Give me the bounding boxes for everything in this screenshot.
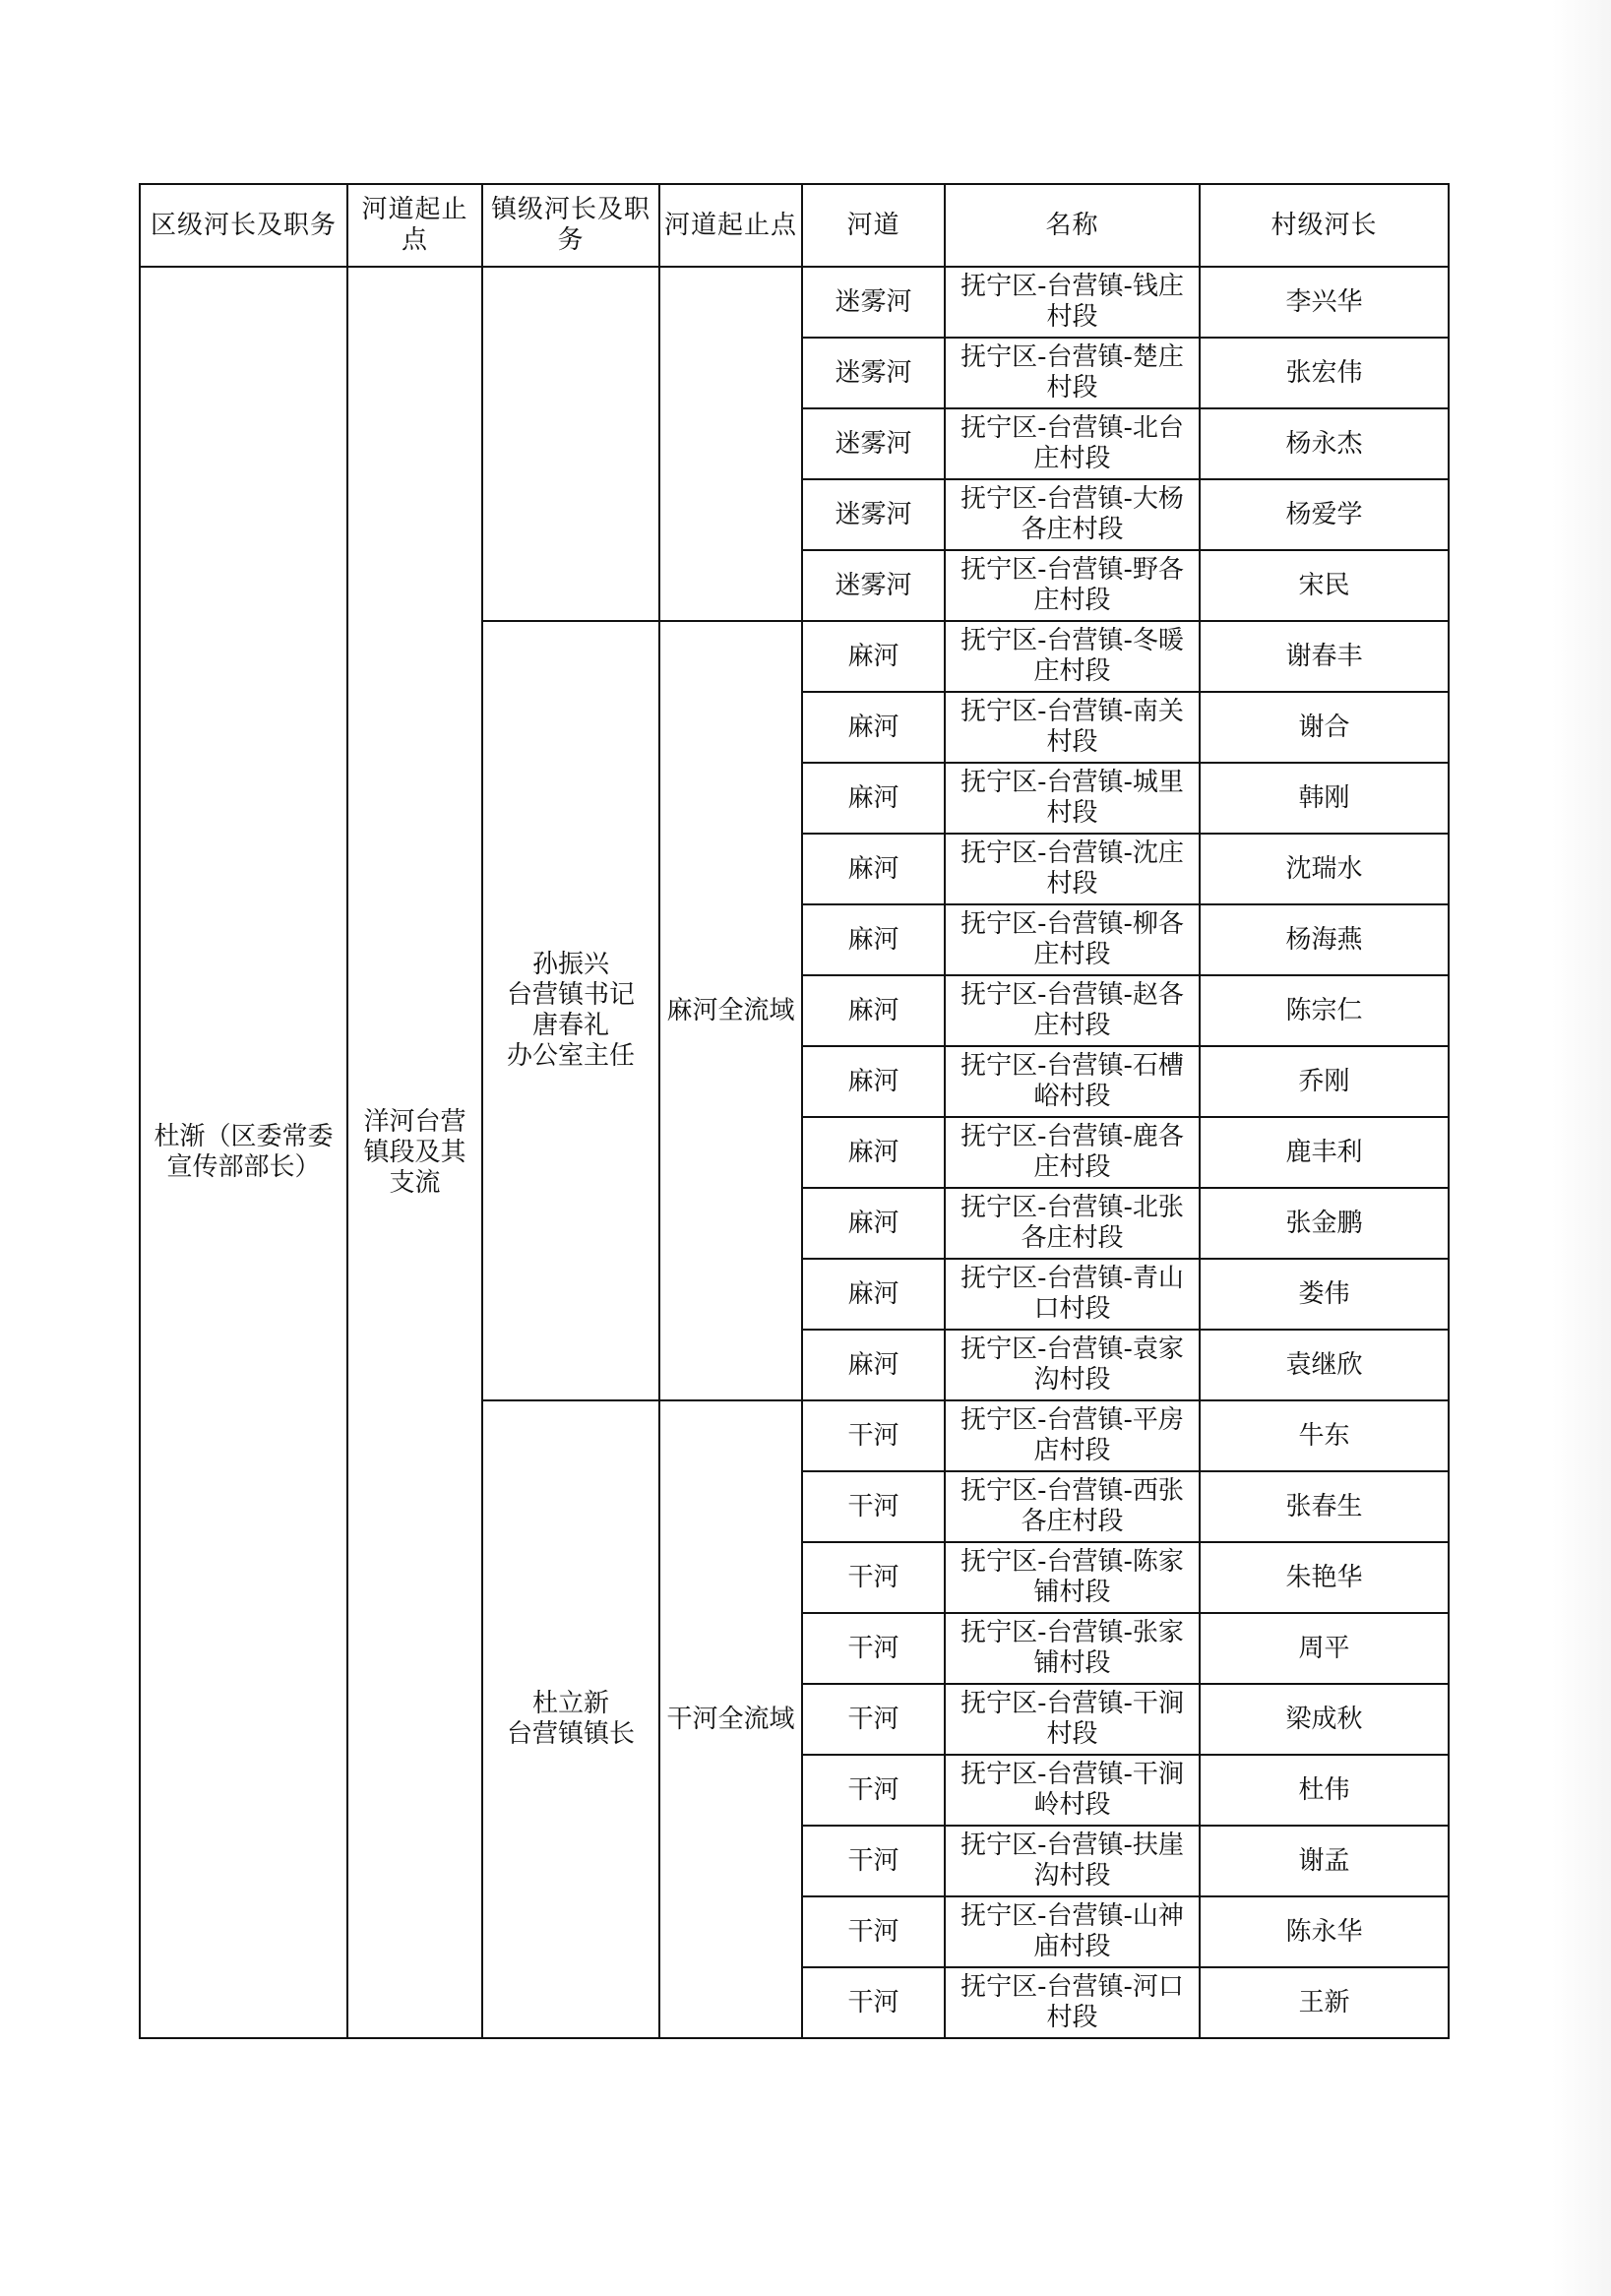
river-cell: 干河 — [802, 1400, 945, 1471]
town-scope-cell: 干河全流域 — [659, 1400, 802, 2038]
header-district-chief: 区级河长及职务 — [140, 184, 347, 267]
section-name-cell: 抚宁区-台营镇-柳各 庄村段 — [945, 904, 1200, 975]
village-chief-cell: 牛东 — [1200, 1400, 1449, 1471]
header-row — [140, 184, 1449, 267]
river-cell: 麻河 — [802, 1330, 945, 1400]
section-name-cell: 抚宁区-台营镇-西张 各庄村段 — [945, 1471, 1200, 1542]
river-cell: 干河 — [802, 1471, 945, 1542]
section-name-cell: 抚宁区-台营镇-城里 村段 — [945, 763, 1200, 834]
header-river: 河道 — [802, 184, 945, 267]
village-chief-cell: 杨爱学 — [1200, 479, 1449, 550]
river-cell: 干河 — [802, 1896, 945, 1967]
river-cell: 干河 — [802, 1542, 945, 1613]
section-name-cell: 抚宁区-台营镇-河口 村段 — [945, 1967, 1200, 2038]
village-chief-cell: 张金鹏 — [1200, 1188, 1449, 1259]
scan-edge-shadow — [1552, 0, 1611, 2296]
village-chief-cell: 乔刚 — [1200, 1046, 1449, 1117]
section-name-cell: 抚宁区-台营镇-沈庄 村段 — [945, 834, 1200, 904]
river-cell: 麻河 — [802, 621, 945, 692]
section-name-cell: 抚宁区-台营镇-张家 铺村段 — [945, 1613, 1200, 1684]
river-cell: 干河 — [802, 1755, 945, 1826]
village-chief-cell: 谢合 — [1200, 692, 1449, 763]
header-village-chief: 村级河长 — [1200, 184, 1449, 267]
district-section-cell: 洋河台营 镇段及其 支流 — [347, 267, 482, 2038]
village-chief-cell: 李兴华 — [1200, 267, 1449, 338]
village-chief-cell: 宋民 — [1200, 550, 1449, 621]
village-chief-cell: 陈永华 — [1200, 1896, 1449, 1967]
section-name-cell: 抚宁区-台营镇-北张 各庄村段 — [945, 1188, 1200, 1259]
river-cell: 麻河 — [802, 1259, 945, 1330]
river-cell: 迷雾河 — [802, 267, 945, 338]
river-cell: 干河 — [802, 1684, 945, 1755]
village-chief-cell: 杨永杰 — [1200, 408, 1449, 479]
village-chief-cell: 鹿丰利 — [1200, 1117, 1449, 1188]
header-town-chief: 镇级河长及职 务 — [482, 184, 659, 267]
village-chief-cell: 谢春丰 — [1200, 621, 1449, 692]
section-name-cell: 抚宁区-台营镇-鹿各 庄村段 — [945, 1117, 1200, 1188]
village-chief-cell: 谢孟 — [1200, 1826, 1449, 1896]
section-name-cell: 抚宁区-台营镇-陈家 铺村段 — [945, 1542, 1200, 1613]
river-cell: 迷雾河 — [802, 338, 945, 408]
river-cell: 迷雾河 — [802, 479, 945, 550]
town-chief-cell: 孙振兴 台营镇书记 唐春礼 办公室主任 — [482, 621, 659, 1400]
village-chief-cell: 娄伟 — [1200, 1259, 1449, 1330]
section-name-cell: 抚宁区-台营镇-楚庄 村段 — [945, 338, 1200, 408]
village-chief-cell: 梁成秋 — [1200, 1684, 1449, 1755]
header-town-scope: 河道起止点 — [659, 184, 802, 267]
village-chief-cell: 张宏伟 — [1200, 338, 1449, 408]
section-name-cell: 抚宁区-台营镇-青山 口村段 — [945, 1259, 1200, 1330]
table-row — [140, 267, 1449, 338]
village-chief-cell: 袁继欣 — [1200, 1330, 1449, 1400]
village-chief-cell: 沈瑞水 — [1200, 834, 1449, 904]
village-chief-cell: 杨海燕 — [1200, 904, 1449, 975]
section-name-cell: 抚宁区-台营镇-石槽 峪村段 — [945, 1046, 1200, 1117]
village-chief-cell: 朱艳华 — [1200, 1542, 1449, 1613]
section-name-cell: 抚宁区-台营镇-扶崖 沟村段 — [945, 1826, 1200, 1896]
town-scope-cell: 麻河全流域 — [659, 621, 802, 1400]
section-name-cell: 抚宁区-台营镇-北台 庄村段 — [945, 408, 1200, 479]
town-chief-cell: 杜立新 台营镇镇长 — [482, 1400, 659, 2038]
river-cell: 干河 — [802, 1613, 945, 1684]
village-chief-cell: 周平 — [1200, 1613, 1449, 1684]
section-name-cell: 抚宁区-台营镇-南关 村段 — [945, 692, 1200, 763]
river-cell: 麻河 — [802, 975, 945, 1046]
section-name-cell: 抚宁区-台营镇-干涧 村段 — [945, 1684, 1200, 1755]
river-cell: 麻河 — [802, 763, 945, 834]
river-cell: 麻河 — [802, 1117, 945, 1188]
river-cell: 麻河 — [802, 692, 945, 763]
village-chief-cell: 陈宗仁 — [1200, 975, 1449, 1046]
town-chief-cell — [482, 267, 659, 621]
river-chief-table — [139, 183, 1450, 2039]
river-cell: 干河 — [802, 1826, 945, 1896]
river-cell: 迷雾河 — [802, 408, 945, 479]
section-name-cell: 抚宁区-台营镇-大杨 各庄村段 — [945, 479, 1200, 550]
town-scope-cell — [659, 267, 802, 621]
header-name: 名称 — [945, 184, 1200, 267]
district-chief-cell: 杜渐（区委常委 宣传部部长） — [140, 267, 347, 2038]
river-cell: 麻河 — [802, 1046, 945, 1117]
river-cell: 麻河 — [802, 904, 945, 975]
river-cell: 麻河 — [802, 834, 945, 904]
section-name-cell: 抚宁区-台营镇-冬暖 庄村段 — [945, 621, 1200, 692]
section-name-cell: 抚宁区-台营镇-钱庄 村段 — [945, 267, 1200, 338]
header-district-section: 河道起止 点 — [347, 184, 482, 267]
river-cell: 迷雾河 — [802, 550, 945, 621]
village-chief-cell: 韩刚 — [1200, 763, 1449, 834]
river-cell: 干河 — [802, 1967, 945, 2038]
village-chief-cell: 王新 — [1200, 1967, 1449, 2038]
village-chief-cell: 张春生 — [1200, 1471, 1449, 1542]
river-cell: 麻河 — [802, 1188, 945, 1259]
section-name-cell: 抚宁区-台营镇-赵各 庄村段 — [945, 975, 1200, 1046]
section-name-cell: 抚宁区-台营镇-平房 店村段 — [945, 1400, 1200, 1471]
section-name-cell: 抚宁区-台营镇-野各 庄村段 — [945, 550, 1200, 621]
village-chief-cell: 杜伟 — [1200, 1755, 1449, 1826]
section-name-cell: 抚宁区-台营镇-袁家 沟村段 — [945, 1330, 1200, 1400]
section-name-cell: 抚宁区-台营镇-山神 庙村段 — [945, 1896, 1200, 1967]
section-name-cell: 抚宁区-台营镇-干涧 岭村段 — [945, 1755, 1200, 1826]
table-body — [140, 267, 1449, 2038]
